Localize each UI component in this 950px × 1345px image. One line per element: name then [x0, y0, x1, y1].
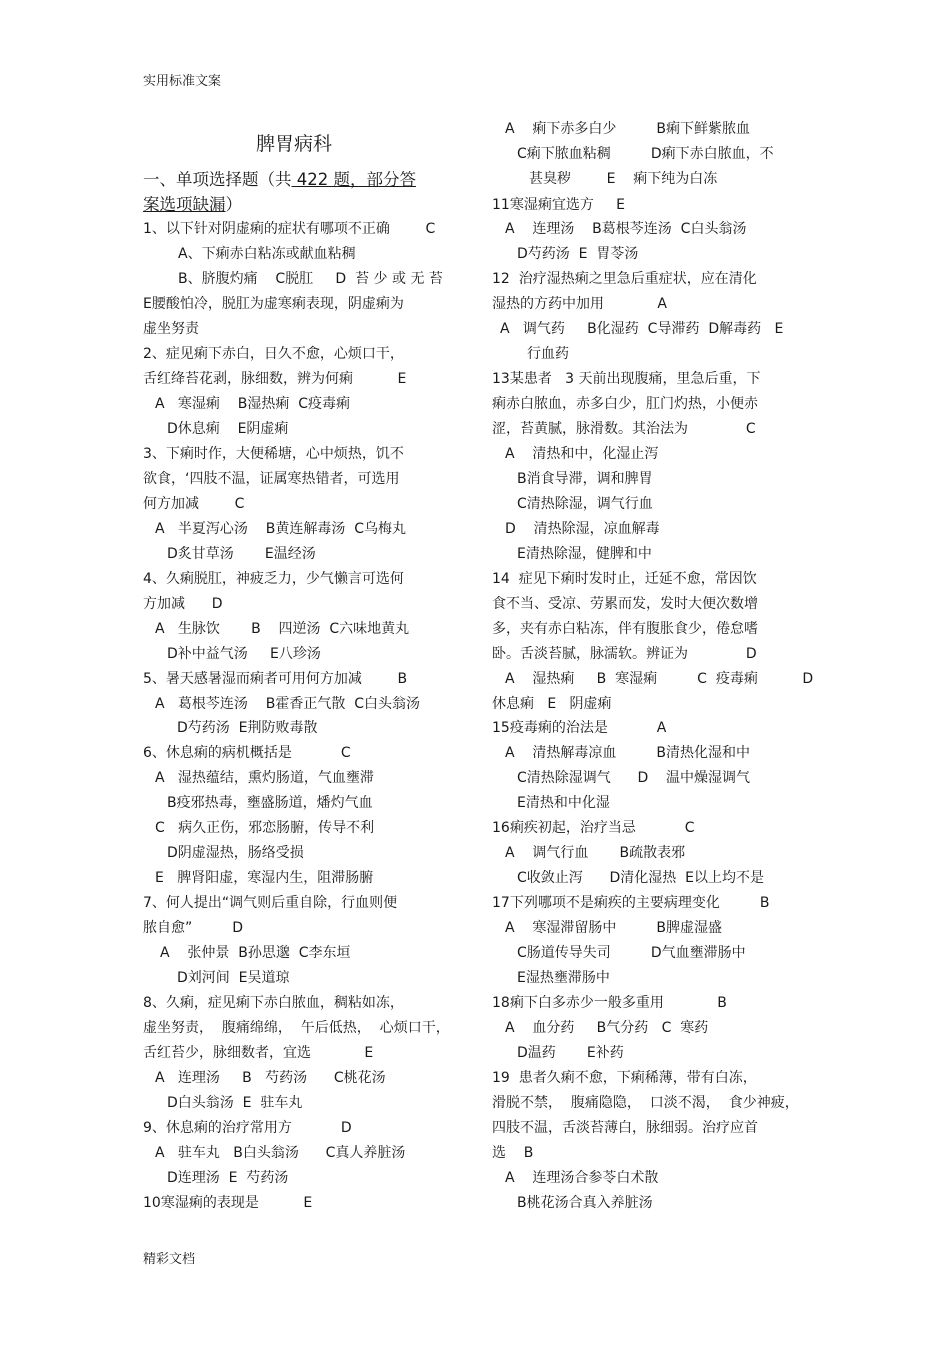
question-text-line: 行血药	[527, 346, 569, 362]
question-text-line: B疫邪热毒，壅盛肠道，燔灼气血	[167, 795, 373, 811]
question-text-line: B桃花汤合真入养脏汤	[517, 1195, 653, 1211]
question-text-line: A 湿热痢 B 寒湿痢 C 疫毒痢 D	[505, 671, 814, 687]
section-heading-prefix: 一、单项选择题（共	[143, 170, 292, 189]
question-text-line: 选 B	[492, 1145, 534, 1161]
question-text-line: 何方加减 C	[143, 496, 245, 512]
question-text-line: A 张仲景 B孙思邈 C李东垣	[160, 945, 351, 961]
question-text-line: A 驻车丸 B白头翁汤 C真人养脏汤	[155, 1145, 406, 1161]
question-text-line: 3、下痢时作，大便稀塘，心中烦热，饥不	[143, 446, 404, 462]
question-text-line: A 连理汤合参苓白术散	[505, 1170, 659, 1186]
question-text-line: A 生脉饮 B 四逆汤 C六味地黄丸	[155, 621, 410, 637]
section-heading-count: 422 题，部分答	[291, 170, 416, 189]
question-text-line: A 葛根芩连汤 B霍香正气散 C白头翁汤	[155, 696, 421, 712]
question-text-line: A、下痢赤白粘冻或献血粘稠	[178, 246, 356, 262]
question-text-line: D芍药汤 E 胃苓汤	[517, 246, 639, 262]
question-text-line: 12 治疗湿热痢之里急后重症状，应在清化	[492, 271, 757, 287]
question-text-line: 食不当、受凉、劳累而发，发时大便次数增	[492, 596, 758, 612]
question-text-line: 甚臭秽 E 痢下纯为白冻	[529, 171, 718, 187]
question-text-line: A 连理汤 B葛根芩连汤 C白头翁汤	[505, 221, 747, 237]
question-text-line: 方加减 D	[143, 596, 223, 612]
section-heading-note: 案选项缺漏	[143, 195, 226, 214]
question-text-line: B、脐腹灼痛 C脱肛 D 苔 少 或 无 苔	[178, 271, 443, 287]
question-text-line: 虚坐努责	[143, 321, 199, 337]
question-text-line: A 寒湿痢 B湿热痢 C疫毒痢	[155, 396, 351, 412]
question-text-line: E 脾肾阳虚，寒湿内生，阻滞肠腑	[155, 870, 374, 886]
question-text-line: A 清热和中，化湿止泻	[505, 446, 659, 462]
section-heading	[143, 167, 463, 217]
question-text-line: 8、久痢，症见痢下赤白脓血，稠粘如冻，	[143, 995, 404, 1011]
question-text-line: D白头翁汤 E 驻车丸	[167, 1095, 303, 1111]
question-text-line: D 清热除湿，凉血解毒	[505, 521, 660, 537]
question-text-line: 16痢疾初起，治疗当忌 C	[492, 820, 695, 836]
question-text-line: A 调气行血 B疏散表邪	[505, 845, 686, 861]
question-text-line: 9、休息痢的治疗常用方 D	[143, 1120, 352, 1136]
question-text-line: 1、以下针对阴虚痢的症状有哪项不正确 C	[143, 221, 436, 237]
question-text-line: C肠道传导失司 D气血壅滞肠中	[517, 945, 746, 961]
question-text-line: C收敛止泻 D清化湿热 E以上均不是	[517, 870, 765, 886]
question-text-line: D芍药汤 E荆防败毒散	[177, 720, 318, 736]
question-text-line: 17下列哪项不是痢疾的主要病理变化 B	[492, 895, 770, 911]
question-text-line: 舌红苔少，脉细数者，宜选 E	[143, 1045, 374, 1061]
question-text-line: A 痢下赤多白少 B痢下鲜紫脓血	[505, 121, 751, 137]
question-text-line: 休息痢 E 阴虚痢	[492, 696, 612, 712]
question-text-line: 13某患者 3 天前出现腹痛，里急后重，下	[492, 371, 761, 387]
page-title: 脾胃病科	[256, 133, 333, 155]
question-text-line: 痢赤白脓血，赤多白少，肛门灼热，小便赤	[492, 396, 758, 412]
question-text-line: E湿热壅滞肠中	[517, 970, 610, 986]
question-text-line: E腰酸怕冷，脱肛为虚寒痢表现，阴虚痢为	[143, 296, 404, 312]
question-text-line: 滑脱不禁， 腹痛隐隐， 口淡不渴， 食少神疲，	[492, 1095, 799, 1111]
question-text-line: D温药 E补药	[517, 1045, 624, 1061]
question-text-line: A 寒湿滞留肠中 B脾虚湿盛	[505, 920, 723, 936]
question-text-line: 欲食，‘四肢不温，证属寒热错者，可选用	[143, 471, 400, 487]
question-text-line: 涩，苔黄腻，脉滑数。其治法为 C	[492, 421, 756, 437]
question-text-line: 4、久痢脱肛，神疲乏力，少气懒言可选何	[143, 571, 404, 587]
section-heading-close: ）	[225, 195, 242, 214]
question-text-line: D刘河间 E吴道琼	[177, 970, 290, 986]
question-text-line: A 血分药 B气分药 C 寒药	[505, 1020, 709, 1036]
question-text-line: 10寒湿痢的表现是 E	[143, 1195, 313, 1211]
question-text-line: 舌红绛苔花剥，脉细数，辨为何痢 E	[143, 371, 407, 387]
question-text-line: D休息痢 E阴虚痢	[167, 421, 289, 437]
question-text-line: A 调气药 B化湿药 C导滞药 D解毒药 E	[500, 321, 784, 337]
question-text-line: D阴虚湿热，肠络受损	[167, 845, 304, 861]
question-text-line: 6、休息痢的病机概括是 C	[143, 745, 351, 761]
question-text-line: C痢下脓血粘稠 D痢下赤白脓血，不	[517, 146, 774, 162]
question-text-line: 18痢下白多赤少一般多重用 B	[492, 995, 727, 1011]
question-text-line: A 湿热蕴结，熏灼肠道，气血壅滞	[155, 770, 374, 786]
question-text-line: A 清热解毒凉血 B清热化湿和中	[505, 745, 751, 761]
question-text-line: 15疫毒痢的治法是 A	[492, 720, 667, 736]
question-text-line: D补中益气汤 E八珍汤	[167, 646, 321, 662]
question-text-line: E清热和中化湿	[517, 795, 610, 811]
question-text-line: 7、何人提出“调气则后重自除，行血则便	[143, 895, 398, 911]
question-text-line: 19 患者久痢不愈，下痢稀薄，带有白冻，	[492, 1070, 757, 1086]
question-text-line: 湿热的方药中加用 A	[492, 296, 667, 312]
question-text-line: 5、暑天感暑湿而痢者可用何方加减 B	[143, 671, 408, 687]
question-text-line: C清热除湿调气 D 温中燥湿调气	[517, 770, 751, 786]
question-text-line: 多，夹有赤白粘冻，伴有腹胀食少，倦怠嗜	[492, 621, 758, 637]
question-text-line: 四肢不温，舌淡苔薄白，脉细弱。治疗应首	[492, 1120, 758, 1136]
question-text-line: E清热除湿，健脾和中	[517, 546, 652, 562]
question-text-line: 虚坐努责， 腹痛绵绵， 午后低热， 心烦口干，	[143, 1020, 450, 1036]
question-text-line: D炙甘草汤 E温经汤	[167, 546, 316, 562]
question-text-line: D连理汤 E 芍药汤	[167, 1170, 289, 1186]
question-text-line: 脓自愈” D	[143, 920, 244, 936]
question-text-line: C清热除湿，调气行血	[517, 496, 653, 512]
question-text-line: 11寒湿痢宜选方 E	[492, 197, 625, 213]
question-text-line: 2、症见痢下赤白，日久不愈，心烦口干，	[143, 346, 404, 362]
page-footer: 精彩文档	[143, 1252, 196, 1267]
question-text-line: 14 症见下痢时发时止，迁延不愈，常因饮	[492, 571, 757, 587]
question-text-line: A 连理汤 B 芍药汤 C桃花汤	[155, 1070, 386, 1086]
question-text-line: B消食导滞，调和脾胃	[517, 471, 653, 487]
page-header: 实用标准文案	[143, 74, 222, 89]
question-text-line: 卧。舌淡苔腻，脉濡软。辨证为 D	[492, 646, 757, 662]
question-text-line: A 半夏泻心汤 B黄连解毒汤 C乌梅丸	[155, 521, 407, 537]
question-text-line: C 病久正伤，邪恋肠腑，传导不利	[155, 820, 375, 836]
